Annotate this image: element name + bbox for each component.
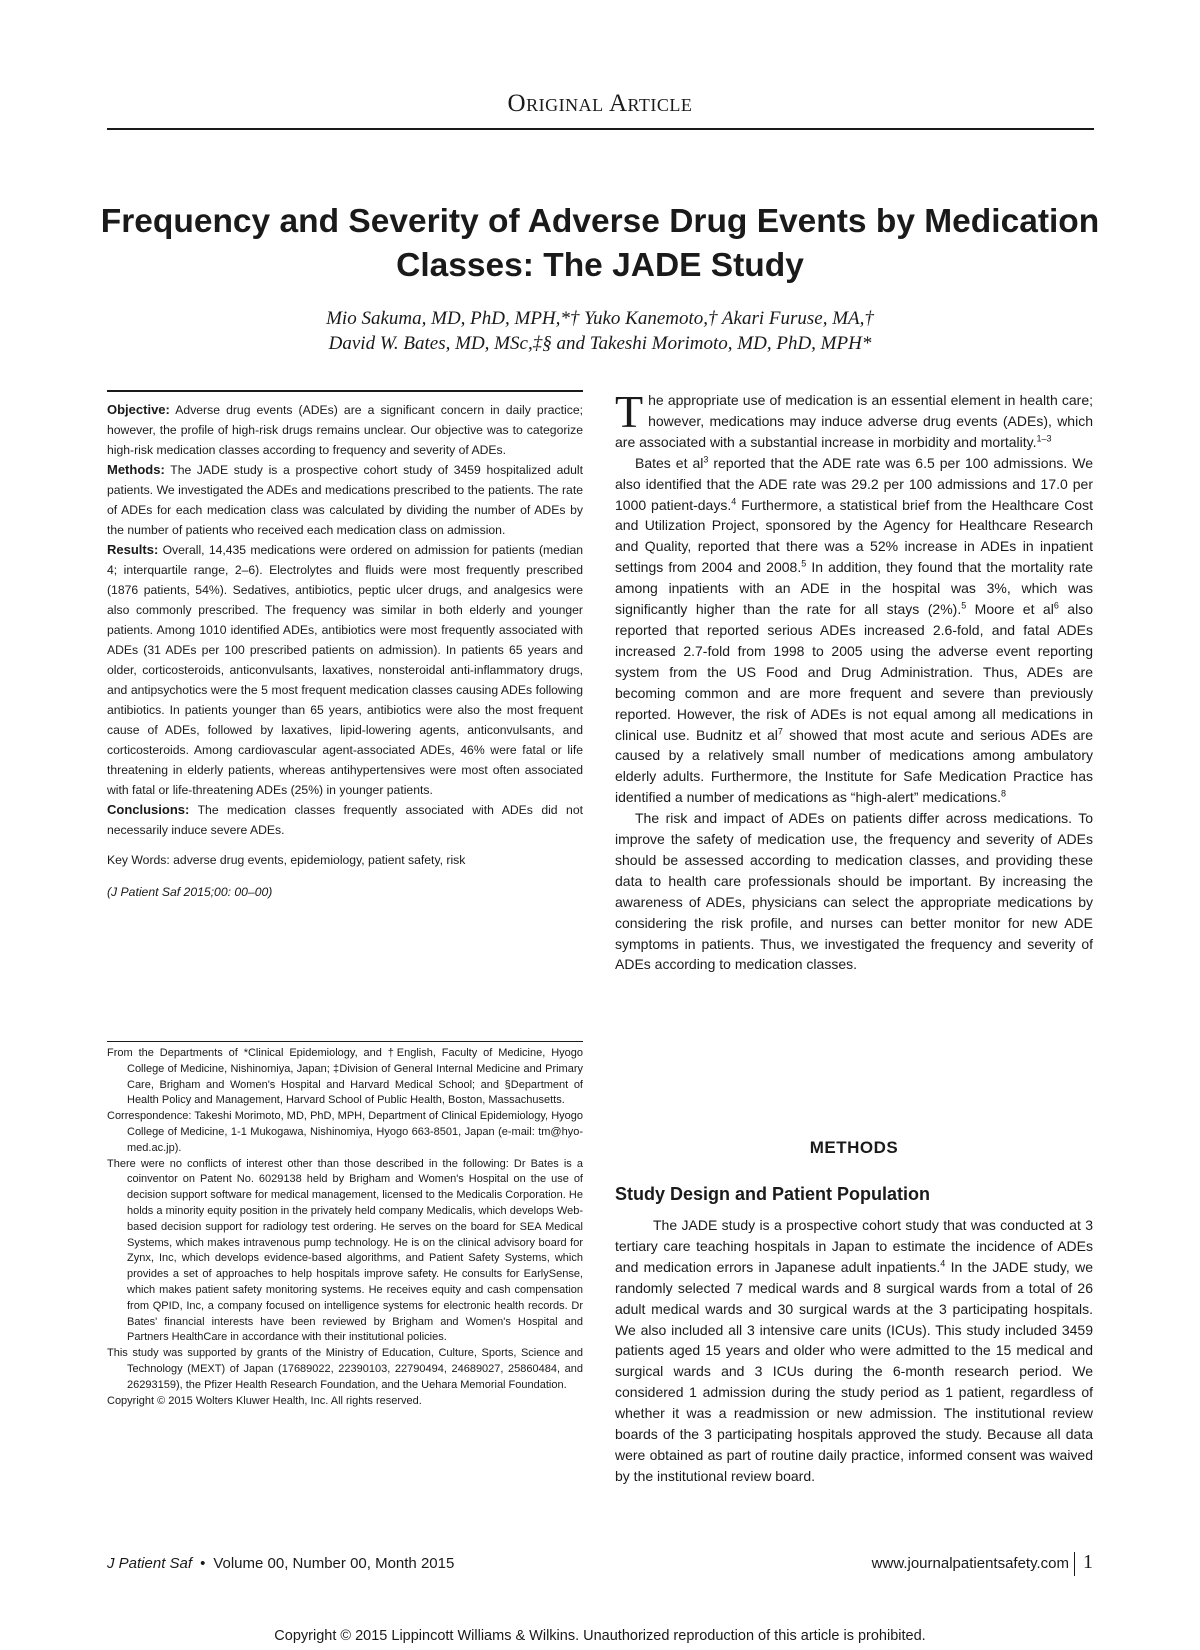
volume-info: Volume 00, Number 00, Month 2015: [213, 1555, 455, 1572]
copyright-notice: Copyright © 2015 Lippincott Williams & Wilkins. Unauthorized reproduction of this article is prohibited.: [274, 1628, 926, 1644]
intro-text: Furthermore, a statistical brief from the Healthcare Cost and Utilization Project, sponsored by the Agency for Healthcare Research and Quality, reported that there was a 52% increase in ADEs in inpatient settings from 2004 and 2008.: [615, 496, 1093, 576]
methods-paragraph: [615, 1215, 1093, 1487]
intro-text: reported that the ADE rate was 6.5 per 100 admissions. We also identified that the ADE rate was 29.2 per 100 admissions and 17.0 per 1000 patient-days.: [615, 454, 1093, 513]
reference: 1–3: [1036, 433, 1052, 444]
footnote-rule: [107, 1041, 583, 1042]
methods-text: The JADE study is a prospective cohort study of 3459 hospitalized adult patients. We investigated the ADEs and medications prescribed to the patients. The rate of ADEs for each medication class was calculated by dividing the number of ADEs by the number of patients who received each medication class on admission.: [107, 463, 583, 537]
author-list: [80, 306, 1120, 356]
drop-cap: T: [615, 386, 644, 437]
citation: (J Patient Saf 2015;00: 00–00): [107, 885, 273, 899]
section-label: Original Article: [507, 90, 693, 117]
reference: 5: [961, 600, 967, 611]
footnote-correspondence: Correspondence: Takeshi Morimoto, MD, PhD, MPH, Department of Clinical Epidemiology, Hyogo College of Medicine, 1-1 Mukogawa, Nishinomiya, Hyogo 663-8501, Japan (e-mail: tm@hyo-med.ac.jp).: [107, 1110, 583, 1154]
intro-paragraph: [615, 453, 1093, 808]
page-number: 1: [1083, 1551, 1093, 1573]
intro-paragraph: The risk and impact of ADEs on patients differ across medications. To improve the safety of medication use, the frequency and severity of ADEs should be assessed according to medication classes, and providing these data to health care professionals should be important. By increasing the awareness of ADEs, physicians can select the appropriate medications by considering the risk profile, and nurses can better monitor for new ADE symptoms in patients. Thus, we investigated the frequency and severity of ADEs according to medication classes.: [615, 810, 1093, 973]
reference: 3: [703, 454, 709, 465]
conclusions-label: Conclusions:: [107, 802, 190, 817]
keywords-text: adverse drug events, epidemiology, patient safety, risk: [173, 853, 466, 867]
methods-heading: METHODS: [809, 1138, 899, 1157]
intro-text: Moore et al: [966, 601, 1054, 618]
reference: 8: [1000, 788, 1006, 799]
methods-text: In the JADE study, we randomly selected 7 medical wards and 8 surgical wards from a total of 26 adult medical wards and 30 surgical wards at the 3 participating hospitals. We also included all 3 intensive care units (ICUs). This study included 3459 patients aged 15 years and older who were admitted to the 15 medical and surgical wards and 3 ICUs during the 6-month research period. We considered 1 admission during the study period as 1 patient, regardless of whether it was a readmission or new admission. The institutional review boards of the 3 participating hospitals approved the study. Because all data were obtained as part of routine daily practice, informed consent was waived by the institutional review board.: [615, 1258, 1093, 1484]
bullet: •: [200, 1555, 206, 1572]
intro-paragraph: [615, 386, 1093, 453]
journal-name: J Patient Saf: [107, 1555, 193, 1572]
keywords-label: Key Words:: [107, 853, 170, 867]
methods-label: Methods:: [107, 462, 165, 477]
abstract: [107, 400, 583, 902]
footnote-funding: This study was supported by grants of the Ministry of Education, Culture, Sports, Science and Technology (MEXT) of Japan (17689022, 22390103, 22790494, 24689027, 25860484, and 26293159), the Pfizer Health Research Foundation, and the Uehara Memorial Foundation.: [107, 1347, 583, 1391]
article-title: Frequency and Severity of Adverse Drug Events by Medication Classes: The JADE Study: [100, 203, 1100, 284]
abstract-methods: [107, 460, 583, 540]
methods-text: The JADE study is a prospective cohort study that was conducted at 3 tertiary care teaching hospitals in Japan to estimate the incidence of ADEs and medication errors in Japanese adult inpatients.: [615, 1217, 1093, 1275]
footer-divider: [1074, 1552, 1075, 1576]
conclusions-text: The medication classes frequently associated with ADEs did not necessarily induce severe ADEs.: [107, 803, 583, 837]
objective-text: Adverse drug events (ADEs) are a significant concern in daily practice; however, the profile of high-risk drugs remains unclear. Our objective was to categorize high-risk medication classes according to frequency and severity of ADEs.: [107, 403, 583, 457]
reference: 5: [801, 558, 807, 569]
footnote-conflicts: There were no conflicts of interest other than those described in the following: Dr Bates is a coinventor on Patent No. 6029138 held by Brigham and Women's Hospital on the use of decision support software for medical management, licensed to the Medicalis Corporation. He holds a minority equity position in the privately held company Medicalis, which develops Web-based decision support for radiology test ordering. He serves on the board for SEA Medical Systems, which makes intravenous pump technology. He is on the clinical advisory board for Zynx, Inc, which develops evidence-based algorithms, and Patient Safety Systems, which provides a set of approaches to help hospitals improve safety. He consults for EarlySense, which makes patient safety monitoring systems. He receives equity and cash compensation from QPID, Inc, a company focused on intelligence systems for electronic health records. Dr Bates' financial interests have been reviewed by Brigham and Women's Hospital and Partners HealthCare in accordance with their institutional policies.: [107, 1157, 583, 1344]
reference: 4: [731, 495, 737, 506]
intro-text: showed that most acute and serious ADEs are caused by a relatively small number of medications among ambulatory elderly adults. Furthermore, the Institute for Safe Medication Practice has identified a number of medications as “high-alert” medications.: [615, 726, 1094, 806]
journal-info: [107, 1555, 454, 1572]
intro-text: also reported that reported serious ADEs increased 2.6-fold, and fatal ADEs increased 2.7-fold from 1998 to 2005 using the adverse event reporting system from the US Food and Drug Administration. Thus, ADEs are becoming common and are more frequent and severe than previously reported. However, the risk of ADEs is not equal among all medications in clinical use. Budnitz et al: [615, 601, 1093, 743]
abstract-results: [107, 540, 583, 800]
footnote-copyright: Copyright © 2015 Wolters Kluwer Health, Inc. All rights reserved.: [107, 1394, 422, 1407]
subsection-heading: Study Design and Patient Population: [615, 1184, 931, 1204]
methods-body: [615, 1215, 1093, 1487]
objective-label: Objective:: [107, 402, 170, 417]
results-label: Results:: [107, 542, 159, 557]
intro-text: Bates et al: [635, 454, 704, 471]
abstract-rule: [107, 390, 583, 392]
introduction: [615, 386, 1094, 975]
reference: 4: [940, 1258, 946, 1269]
author-line: David W. Bates, MD, MSc,‡§ and Takeshi Morimoto, MD, PhD, MPH*: [328, 333, 872, 354]
footnotes: [107, 1046, 583, 1409]
author-line: Mio Sakuma, MD, PhD, MPH,*† Yuko Kanemoto,† Akari Furuse, MA,†: [326, 308, 874, 329]
abstract-conclusions: [107, 800, 583, 840]
reference: 6: [1053, 600, 1059, 611]
keywords: [107, 850, 583, 870]
header-rule: [107, 128, 1094, 130]
reference: 7: [777, 725, 783, 736]
intro-text: he appropriate use of medication is an essential element in health care; however, medications may induce adverse drug events (ADEs), which are associated with a substantial increase in morbidity and mortality.: [615, 392, 1093, 450]
abstract-objective: [107, 400, 583, 460]
journal-website-link[interactable]: www.journalpatientsafety.com: [871, 1555, 1069, 1572]
results-text: Overall, 14,435 medications were ordered on admission for patients (median 4; interquartile range, 2–6). Electrolytes and fluids were most frequently prescribed (1876 patients, 54%). Sedatives, antibiotics, peptic ulcer drugs, and analgesics were also commonly prescribed. The frequency was similar in both elderly and younger patients. Among 1010 identified ADEs, antibiotics were most frequently associated with ADEs (31 ADEs per 100 prescribed patients on admission). In patients 65 years and older, corticosteroids, anticonvulsants, laxatives, nonsteroidal anti-inflammatory drugs, and antipsychotics were the 5 most frequent medication classes causing ADEs following antibiotics. In patients younger than 65 years, antibiotics were also the most frequent cause of ADEs, followed by laxatives, lipid-lowering agents, anticonvulsants, and corticosteroids. Among cardiovascular agent-associated ADEs, 46% were fatal or life threatening in elderly patients, whereas antihypertensives were most often associated with fatal or life-threatening ADEs (25%) in younger patients.: [107, 543, 583, 797]
intro-text: In addition, they found that the mortality rate among inpatients with an ADE in the hospital was 3%, which was significantly higher than the rate for all stays (2%).: [615, 559, 1093, 618]
footnote-affiliations: From the Departments of *Clinical Epidemiology, and †English, Faculty of Medicine, Hyogo College of Medicine, Nishinomiya, Japan; ‡Division of General Internal Medicine and Primary Care, Brigham and Women's Hospital and Harvard Medical School; and §Department of Health Policy and Management, Harvard School of Public Health, Boston, Massachusetts.: [107, 1047, 583, 1107]
